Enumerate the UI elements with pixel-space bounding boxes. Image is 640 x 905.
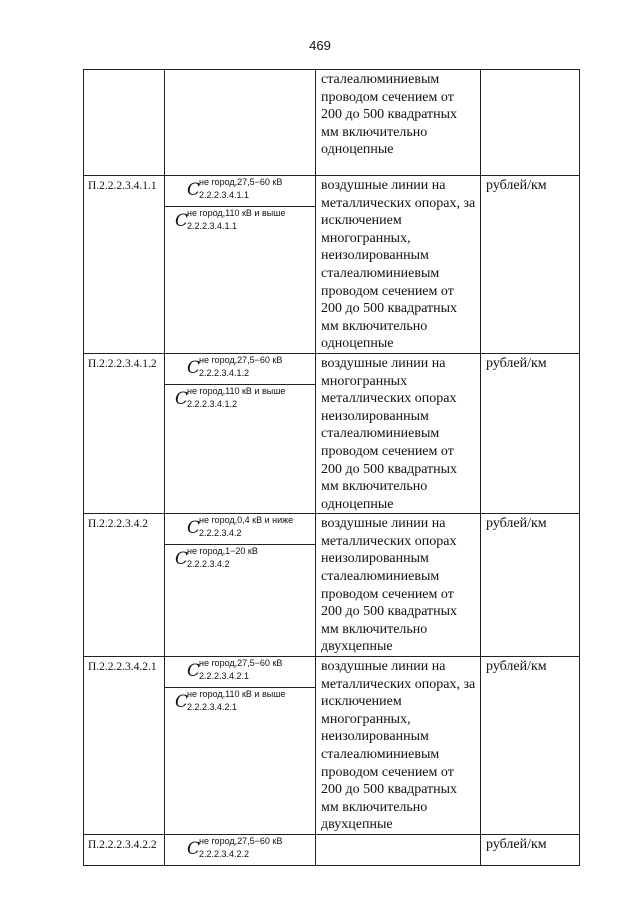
row-formulas <box>165 834 316 865</box>
formula-superscript: не город,27,5−60 кВ <box>199 354 283 365</box>
formula-subscript: 2.2.2.3.4.2.1 <box>187 702 238 713</box>
row-code: П.2.2.2.3.4.1.1 <box>84 176 165 354</box>
rate-formula <box>165 176 315 207</box>
row-unit <box>481 70 580 176</box>
formula-subscript: 2.2.2.3.4.1.1 <box>199 190 250 200</box>
row-description: воздушные линии на металлических опорах неизолированным сталеалюминиевым проводом сечением от 200 до 500 квадратных мм включительно двухцепные <box>316 514 481 657</box>
formula-superscript: не город,110 кВ и выше <box>187 385 286 396</box>
rate-formula <box>165 688 315 718</box>
rate-formula <box>165 207 315 237</box>
formula-subscript: 2.2.2.3.4.2 <box>199 528 242 539</box>
formula-subscript: 2.2.2.3.4.2.1 <box>199 671 250 682</box>
row-code: П.2.2.2.3.4.2 <box>84 514 165 657</box>
formula-superscript: не город,27,5−60 кВ <box>199 177 283 187</box>
row-formulas <box>165 514 316 657</box>
formula-symbol: C <box>187 661 201 682</box>
page-number: 469 <box>309 38 331 53</box>
row-code <box>84 70 165 176</box>
formula-superscript: не город,110 кВ и выше <box>187 208 286 218</box>
rate-formula <box>165 835 315 865</box>
formula-symbol: C <box>175 549 189 570</box>
formula-superscript: не город,1−20 кВ <box>187 546 258 557</box>
formula-symbol: C <box>187 838 201 859</box>
formula-symbol: C <box>187 357 201 378</box>
rate-formula <box>165 385 315 415</box>
row-formulas <box>165 176 316 354</box>
formula-subscript: 2.2.2.3.4.2 <box>187 559 230 570</box>
row-description: воздушные линии на металлических опорах, за исключением многогранных, неизолированным сталеалюминиевым проводом сечением от 200 до 500 квадратных мм включительно одноцепные <box>316 176 481 354</box>
formula-subscript: 2.2.2.3.4.2.2 <box>199 848 250 859</box>
formula-symbol: C <box>175 388 189 409</box>
formula-superscript: не город,27,5−60 кВ <box>199 658 283 669</box>
row-formulas <box>165 70 316 176</box>
formula-symbol: C <box>175 211 189 231</box>
rate-formula <box>165 514 315 545</box>
table-row <box>84 176 580 354</box>
row-description <box>316 834 481 865</box>
tariff-table <box>83 69 580 866</box>
row-description: воздушные линии на металлических опорах, за исключением многогранных, неизолированным сталеалюминиевым проводом сечением от 200 до 500 квадратных мм включительно двухцепные <box>316 657 481 835</box>
row-formulas <box>165 657 316 835</box>
table-row <box>84 514 580 657</box>
formula-subscript: 2.2.2.3.4.1.2 <box>199 367 250 378</box>
rate-formula <box>165 657 315 688</box>
row-unit: рублей/км <box>481 834 580 865</box>
rate-formula <box>165 354 315 385</box>
formula-symbol: C <box>187 518 201 539</box>
table-row <box>84 834 580 865</box>
table-row <box>84 353 580 513</box>
formula-symbol: C <box>187 180 201 200</box>
row-description: воздушные линии на многогранных металлических опорах неизолированным сталеалюминиевым проводом сечением от 200 до 500 квадратных мм включительно одноцепные <box>316 353 481 513</box>
formula-symbol: C <box>175 692 189 713</box>
row-unit: рублей/км <box>481 514 580 657</box>
formula-superscript: не город,0,4 кВ и ниже <box>199 515 294 526</box>
row-code: П.2.2.2.3.4.2.2 <box>84 834 165 865</box>
formula-subscript: 2.2.2.3.4.1.1 <box>187 221 238 231</box>
row-formulas <box>165 353 316 513</box>
row-unit: рублей/км <box>481 657 580 835</box>
row-description: сталеалюминиевым проводом сечением от 200 до 500 квадратных мм включительно одноцепные <box>316 70 481 176</box>
rate-formula <box>165 545 315 575</box>
row-code: П.2.2.2.3.4.1.2 <box>84 353 165 513</box>
formula-superscript: не город,27,5−60 кВ <box>199 835 283 846</box>
formula-superscript: не город,110 кВ и выше <box>187 689 286 700</box>
table-row <box>84 657 580 835</box>
formula-subscript: 2.2.2.3.4.1.2 <box>187 398 238 409</box>
row-code: П.2.2.2.3.4.2.1 <box>84 657 165 835</box>
table-row <box>84 70 580 176</box>
row-unit: рублей/км <box>481 353 580 513</box>
row-unit: рублей/км <box>481 176 580 354</box>
